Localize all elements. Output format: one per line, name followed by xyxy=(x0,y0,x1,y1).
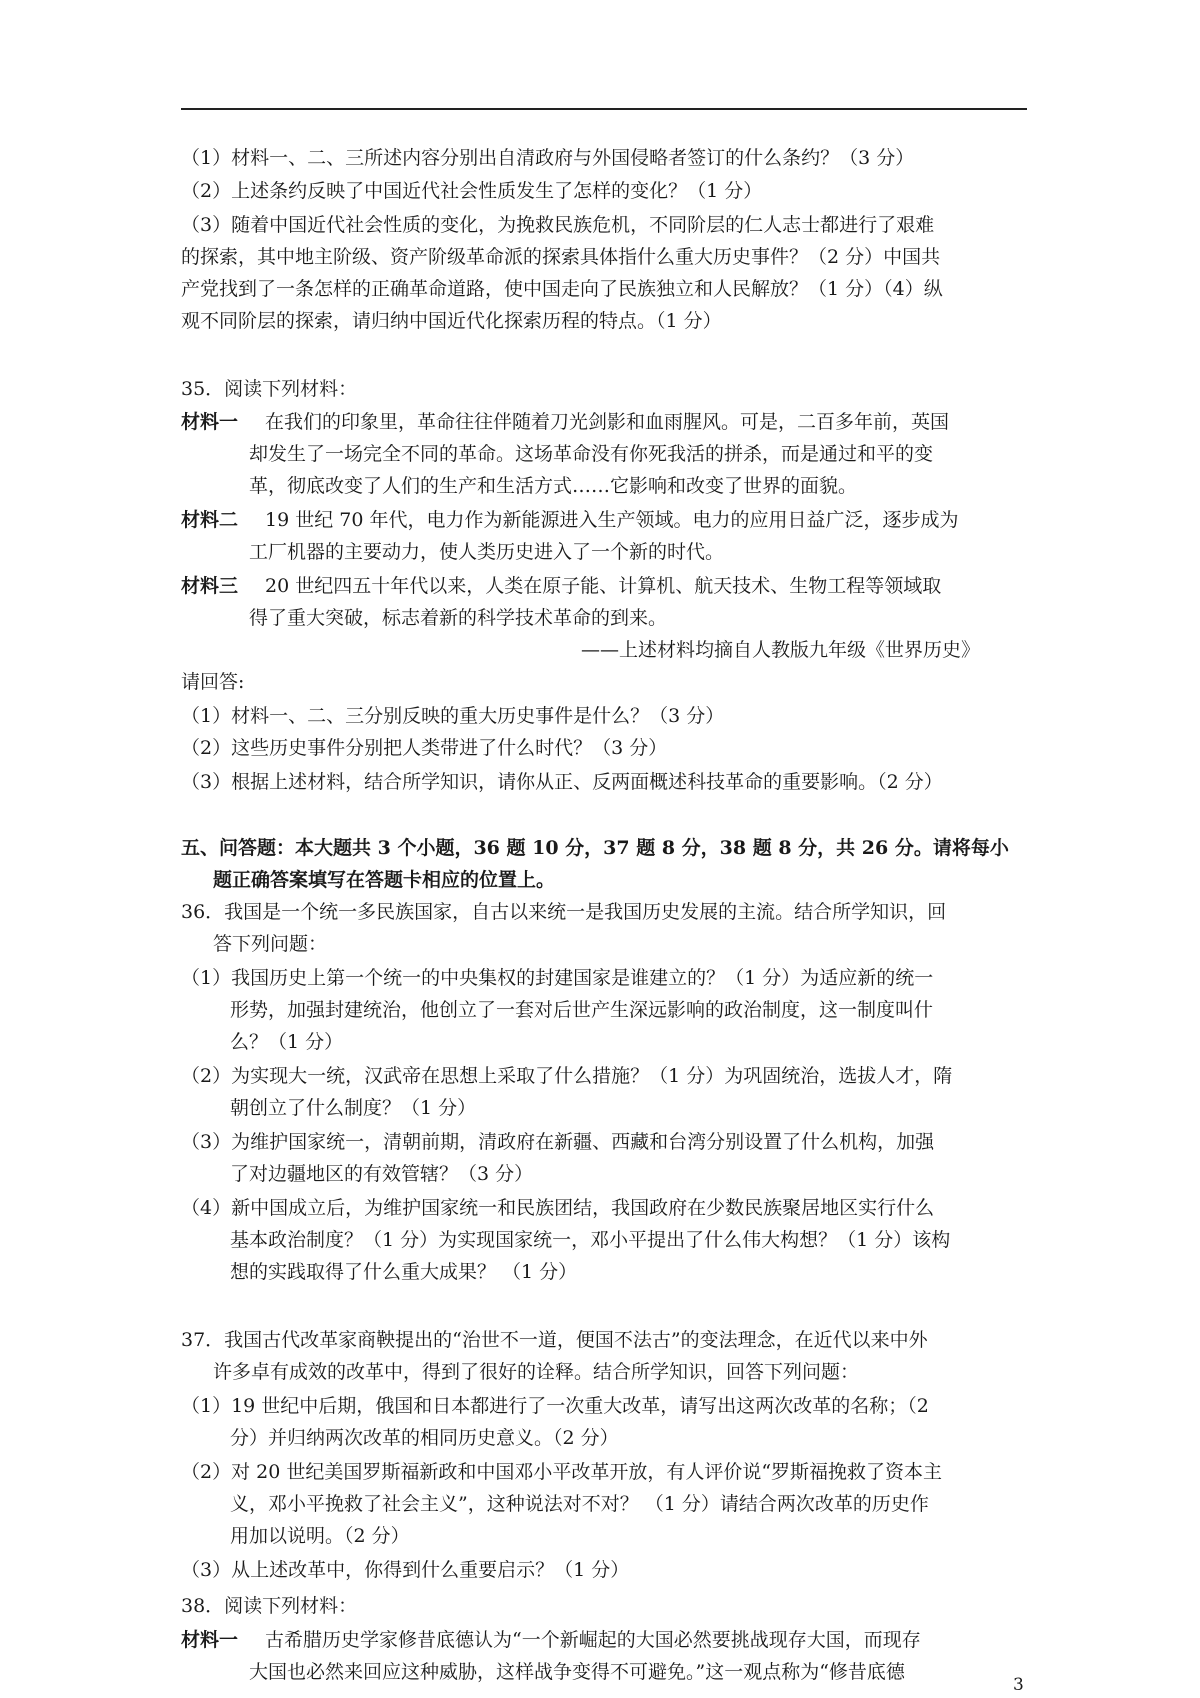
q36-line-6: （2）为实现大一统，汉武帝在思想上采取了什么措施？（1 分）为巩固统治，选拔人才，隋 xyxy=(181,1065,953,1087)
q35-material-3-line-1: 20 世纪四五十年代以来，人类在原子能、计算机、航天技术、生物工程等领域取 xyxy=(265,575,942,597)
q35-prompt: 请回答: xyxy=(181,671,245,693)
q35-material-1-line-3: 革，彻底改变了人们的生产和生活方式……它影响和改变了世界的面貌。 xyxy=(249,475,858,497)
q38-line-2: 大国也必然来回应这种威胁，这样战争变得不可避免。”这一观点称为“修昔底德 xyxy=(249,1661,905,1683)
q36-line-9: 了对边疆地区的有效管辖？（3 分） xyxy=(230,1163,534,1185)
q34-line-6: 观不同阶层的探索，请归纳中国近代化探索历程的特点。（1 分） xyxy=(181,310,722,332)
q34-line-1: （1）材料一、二、三所述内容分别出自清政府与外国侵略者签订的什么条约？（3 分） xyxy=(181,147,915,169)
q35-question-2: （2）这些历史事件分别把人类带进了什么时代？（3 分） xyxy=(181,737,668,759)
q36-line-12: 想的实践取得了什么重大成果？ （1 分） xyxy=(230,1261,578,1283)
q35-intro: 35．阅读下列材料： xyxy=(181,378,358,400)
q36-line-11: 基本政治制度？（1 分）为实现国家统一，邓小平提出了什么伟大构想？（1 分）该构 xyxy=(230,1229,951,1251)
q37-line-5: （2）对 20 世纪美国罗斯福新政和中国邓小平改革开放，有人评价说“罗斯福挽救了资本主 xyxy=(181,1461,943,1483)
q34-line-2: （2）上述条约反映了中国近代社会性质发生了怎样的变化？（1 分） xyxy=(181,180,763,202)
q35-material-2-label: 材料二 xyxy=(181,509,239,531)
q37-line-4: 分）并归纳两次改革的相同历史意义。（2 分） xyxy=(230,1427,619,1449)
page-number: 3 xyxy=(1013,1675,1024,1695)
q38-material-1-label: 材料一 xyxy=(181,1629,239,1651)
q37-line-7: 用加以说明。（2 分） xyxy=(230,1525,410,1547)
q37-line-2: 许多卓有成效的改革中，得到了很好的诠释。结合所学知识，回答下列问题： xyxy=(213,1361,860,1383)
q36-line-8: （3）为维护国家统一，清朝前期，清政府在新疆、西藏和台湾分别设置了什么机构，加强 xyxy=(181,1131,935,1153)
q35-material-3-label: 材料三 xyxy=(181,575,239,597)
q35-material-3-line-2: 得了重大突破，标志着新的科学技术革命的到来。 xyxy=(249,607,668,629)
q38-line-1: 古希腊历史学家修昔底德认为“一个新崛起的大国必然要挑战现存大国，而现存 xyxy=(265,1629,921,1651)
q36-line-3: （1）我国历史上第一个统一的中央集权的封建国家是谁建立的？（1 分）为适应新的统一 xyxy=(181,967,934,989)
q34-line-5: 产党找到了一条怎样的正确革命道路，使中国走向了民族独立和人民解放？（1 分）（4）纵 xyxy=(181,278,943,300)
q35-material-1-line-1: 在我们的印象里，革命往往伴随着刀光剑影和血雨腥风。可是，二百多年前，英国 xyxy=(265,411,950,433)
q37-line-6: 义，邓小平挽救了社会主义”，这种说法对不对？ （1 分）请结合两次改革的历史作 xyxy=(230,1493,929,1515)
q34-line-4: 的探索，其中地主阶级、资产阶级革命派的探索具体指什么重大历史事件？（2 分）中国共 xyxy=(181,246,941,268)
q35-material-2-line-2: 工厂机器的主要动力，使人类历史进入了一个新的时代。 xyxy=(249,541,725,563)
q34-line-3: （3）随着中国近代社会性质的变化，为挽救民族危机，不同阶层的仁人志士都进行了艰难 xyxy=(181,214,935,236)
q37-line-3: （1）19 世纪中后期，俄国和日本都进行了一次重大改革，请写出这两次改革的名称；（2 xyxy=(181,1395,929,1417)
q35-source: ——上述材料均摘自人教版九年级《世界历史》 xyxy=(581,639,981,661)
q38-intro: 38．阅读下列材料： xyxy=(181,1595,358,1617)
q35-material-1-line-2: 却发生了一场完全不同的革命。这场革命没有你死我活的拼杀，而是通过和平的变 xyxy=(249,443,934,465)
q36-line-7: 朝创立了什么制度？（1 分） xyxy=(230,1097,477,1119)
q36-line-2: 答下列问题： xyxy=(213,933,328,955)
q35-question-3: （3）根据上述材料，结合所学知识，请你从正、反两面概述科技革命的重要影响。（2 分） xyxy=(181,771,943,793)
header-rule xyxy=(181,108,1027,110)
q35-question-1: （1）材料一、二、三分别反映的重大历史事件是什么？（3 分） xyxy=(181,705,725,727)
q35-material-1-label: 材料一 xyxy=(181,411,239,433)
q37-line-1: 37．我国古代改革家商鞅提出的“治世不一道，便国不法古”的变法理念，在近代以来中外 xyxy=(181,1329,928,1351)
q37-line-8: （3）从上述改革中，你得到什么重要启示？（1 分） xyxy=(181,1559,630,1581)
q36-line-10: （4）新中国成立后，为维护国家统一和民族团结，我国政府在少数民族聚居地区实行什么 xyxy=(181,1197,935,1219)
section-5-heading-line-2: 题正确答案填写在答题卡相应的位置上。 xyxy=(213,869,556,891)
q36-line-1: 36．我国是一个统一多民族国家，自古以来统一是我国历史发展的主流。结合所学知识，回 xyxy=(181,901,947,923)
q36-line-4: 形势，加强封建统治，他创立了一套对后世产生深远影响的政治制度，这一制度叫什 xyxy=(230,999,934,1021)
q36-line-5: 么？（1 分） xyxy=(230,1031,344,1053)
q35-material-2-line-1: 19 世纪 70 年代，电力作为新能源进入生产领域。电力的应用日益广泛，逐步成为 xyxy=(265,509,959,531)
section-5-heading-line-1: 五、问答题：本大题共 3 个小题，36 题 10 分，37 题 8 分，38 题 8 分，共 26 分。请将每小 xyxy=(181,837,1009,859)
